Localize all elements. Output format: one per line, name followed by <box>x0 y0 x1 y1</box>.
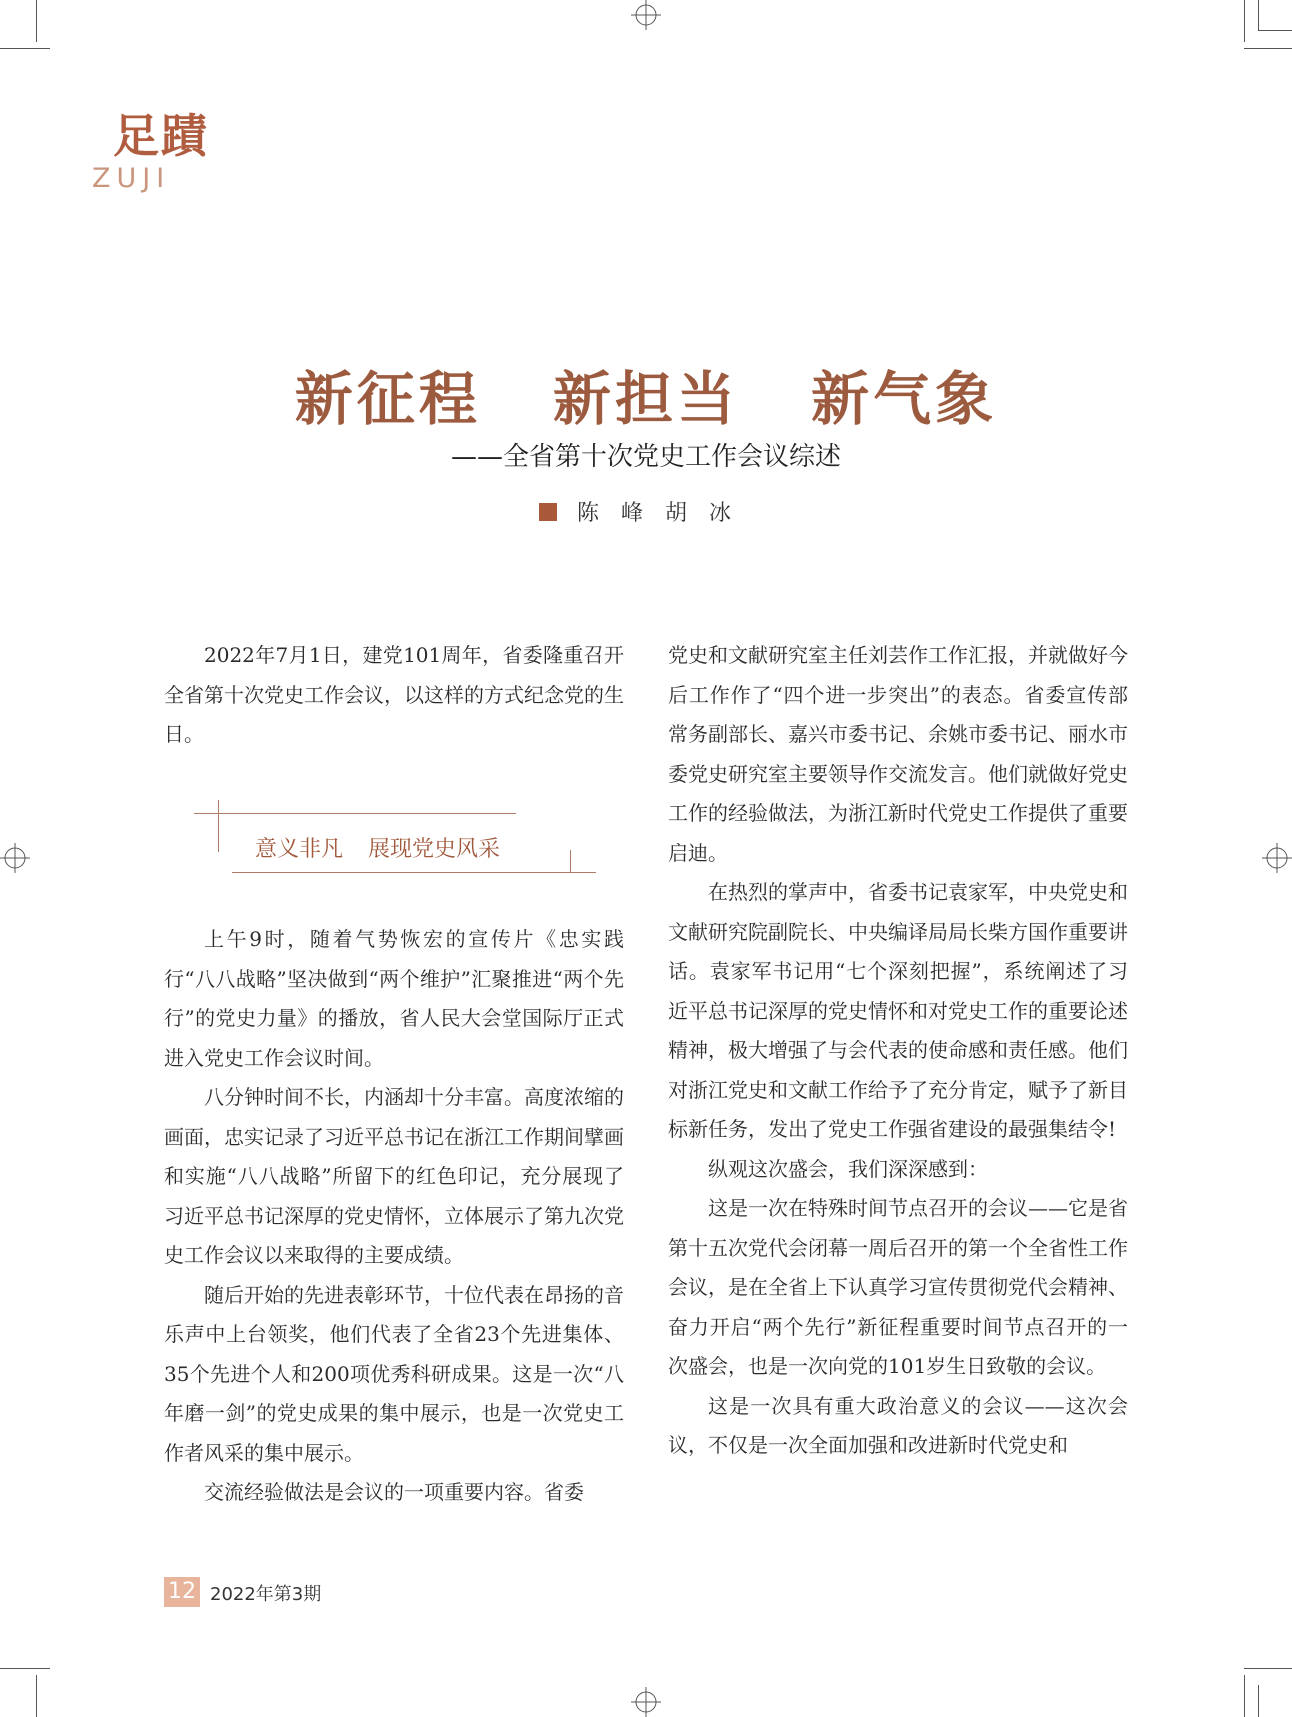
paragraph: 交流经验做法是会议的一项重要内容。省委 <box>204 1480 584 1504</box>
crop-mark <box>36 1675 37 1717</box>
paragraph: 纵观这次盛会，我们深深感到： <box>708 1156 988 1181</box>
crop-mark <box>36 0 37 42</box>
registration-mark-icon <box>1262 843 1292 873</box>
crop-mark <box>1244 1668 1292 1669</box>
paragraph: 八分钟时间不长，内涵却十分丰富。高度浓缩的画面，忠实记录了习近平总书记在浙江工作期间擘画和实施“八八战略”所留下的红色印记，充分展现了习近平总书记深厚的党史情怀，立体展示了第九次党史工作会议以来取得的主要成绩。 <box>164 1085 624 1267</box>
column-logo-latin: ZUJI <box>92 163 171 194</box>
crop-mark <box>1258 1685 1259 1717</box>
issue-label: 2022年第3期 <box>210 1584 322 1605</box>
byline <box>0 496 1292 527</box>
page-number: 12 <box>164 1577 200 1607</box>
paragraph-continued: 党史和文献研究室主任刘芸作工作汇报，并就做好今后工作作了“四个进一步突出”的表态。省委宣传部常务副部长、嘉兴市委书记、余姚市委书记、丽水市委党史研究室主要领导作交流发言。他们就做好党史工作的经验做法，为浙江新时代党史工作提供了重要启迪。 <box>668 643 1128 865</box>
section-heading: 意义非凡 展现党史风采 <box>255 837 500 862</box>
article-subtitle: ——全省第十次党史工作会议综述 <box>450 442 841 472</box>
authors: 陈峰胡冰 <box>576 501 753 526</box>
crop-mark <box>1244 0 1245 42</box>
paragraph: 2022年7月1日，建党101周年，省委隆重召开全省第十次党史工作会议，以这样的方式纪念党的生日。 <box>164 643 624 746</box>
section-rule <box>570 850 571 872</box>
paragraph: 在热烈的掌声中，省委书记袁家军，中央党史和文献研究院副院长、中央编译局局长柴方国作重要讲话。袁家军书记用“七个深刻把握”，系统阐述了习近平总书记深厚的党史情怀和对党史工作的重要论述精神，极大增强了与会代表的使命感和责任感。他们对浙江党史和文献工作给予了充分肯定，赋予了新目标新任务，发出了党史工作强省建设的最强集结令! <box>668 880 1128 1141</box>
section-rule <box>218 800 219 852</box>
section-rule <box>194 813 516 814</box>
crop-mark <box>0 1668 50 1669</box>
crop-mark <box>0 48 50 49</box>
registration-mark-icon <box>0 843 30 873</box>
section-rule <box>232 872 596 873</box>
column-logo: 足蹟 <box>113 109 209 163</box>
paragraph: 上午9时，随着气势恢宏的宣传片《忠实践行“八八战略”坚决做到“两个维护”汇聚推进“两个先行”的党史力量》的播放，省人民大会堂国际厅正式进入党史工作会议时间。 <box>164 927 624 1070</box>
right-column <box>668 636 1128 1466</box>
crop-mark <box>1258 0 1259 30</box>
paragraph: 随后开始的先进表彰环节，十位代表在昂扬的音乐声中上台领奖，他们代表了全省23个先进集体、35个先进个人和200项优秀科研成果。这是一次“八年磨一剑”的党史成果的集中展示，也是一次党史工作者风采的集中展示。 <box>164 1282 624 1465</box>
paragraph: 这是一次在特殊时间节点召开的会议——它是省第十五次党代会闭幕一周后召开的第一个全省性工作会议，是在全省上下认真学习宣传贯彻党代会精神、奋力开启“两个先行”新征程重要时间节点召开的一次盛会，也是一次向党的101岁生日致敬的会议。 <box>668 1196 1128 1378</box>
registration-mark-icon <box>631 0 661 30</box>
paragraph: 这是一次具有重大政治意义的会议——这次会议，不仅是一次全面加强和改进新时代党史和 <box>668 1393 1128 1457</box>
registration-mark-icon <box>631 1687 661 1717</box>
left-column-body <box>164 920 624 1513</box>
crop-mark <box>1244 1675 1245 1717</box>
left-column-intro <box>164 636 624 755</box>
crop-mark <box>1258 30 1292 31</box>
article-title: 新征程 新担当 新气象 <box>294 365 998 433</box>
byline-square-icon <box>539 503 557 521</box>
crop-mark <box>1244 48 1292 49</box>
